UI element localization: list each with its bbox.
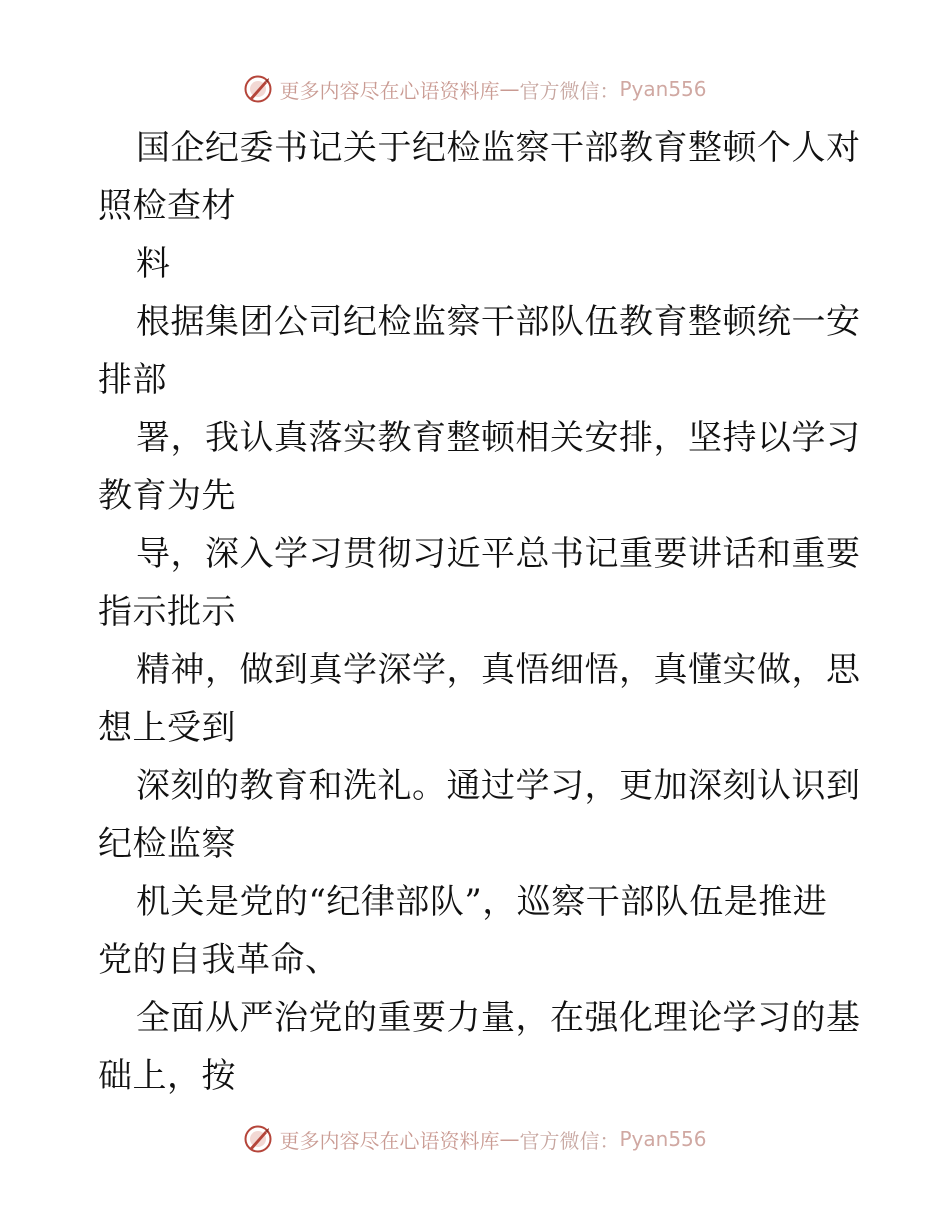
text-line: 国企纪委书记关于纪检监察干部教育整顿个人对 (136, 128, 861, 168)
promo-text: 更多内容尽在心语资料库 (279, 78, 500, 103)
document-body (98, 119, 861, 1105)
text-line: 深刻的教育和洗礼。通过学习，更加深刻认识到 (136, 766, 861, 806)
wechat-label: 官方微信： (519, 78, 620, 103)
banner-dash: — (499, 77, 520, 101)
banner-dash: — (499, 1127, 520, 1151)
quill-logo-icon (243, 1124, 273, 1154)
wechat-account: Pyan556 (619, 77, 707, 101)
text-line: 料 (136, 244, 171, 284)
text-line: 纪检监察 (98, 824, 236, 864)
text-line: 排部 (98, 360, 167, 400)
quill-logo-icon (243, 74, 273, 104)
wechat-account: Pyan556 (619, 1127, 707, 1151)
text-line: 根据集团公司纪检监察干部队伍教育整顿统一安 (136, 302, 861, 342)
text-line: 础上，按 (98, 1056, 236, 1096)
text-line: 想上受到 (98, 708, 236, 748)
text-line: 教育为先 (98, 476, 236, 516)
text-line: 署，我认真落实教育整顿相关安排，坚持以学习 (136, 418, 861, 458)
text-line: 精神，做到真学深学，真悟细悟，真懂实做，思 (136, 650, 861, 690)
header-banner (0, 74, 950, 104)
text-line: 机关是党的“纪律部队”，巡察干部队伍是推进 (136, 882, 828, 922)
text-line: 党的自我革命、 (98, 940, 340, 980)
text-line: 照检查材 (98, 186, 236, 226)
footer-banner (0, 1124, 950, 1154)
promo-text: 更多内容尽在心语资料库 (279, 1128, 500, 1153)
wechat-label: 官方微信： (519, 1128, 620, 1153)
text-line: 指示批示 (98, 592, 236, 632)
text-line: 全面从严治党的重要力量，在强化理论学习的基 (136, 998, 861, 1038)
text-line: 导，深入学习贯彻习近平总书记重要讲话和重要 (136, 534, 861, 574)
